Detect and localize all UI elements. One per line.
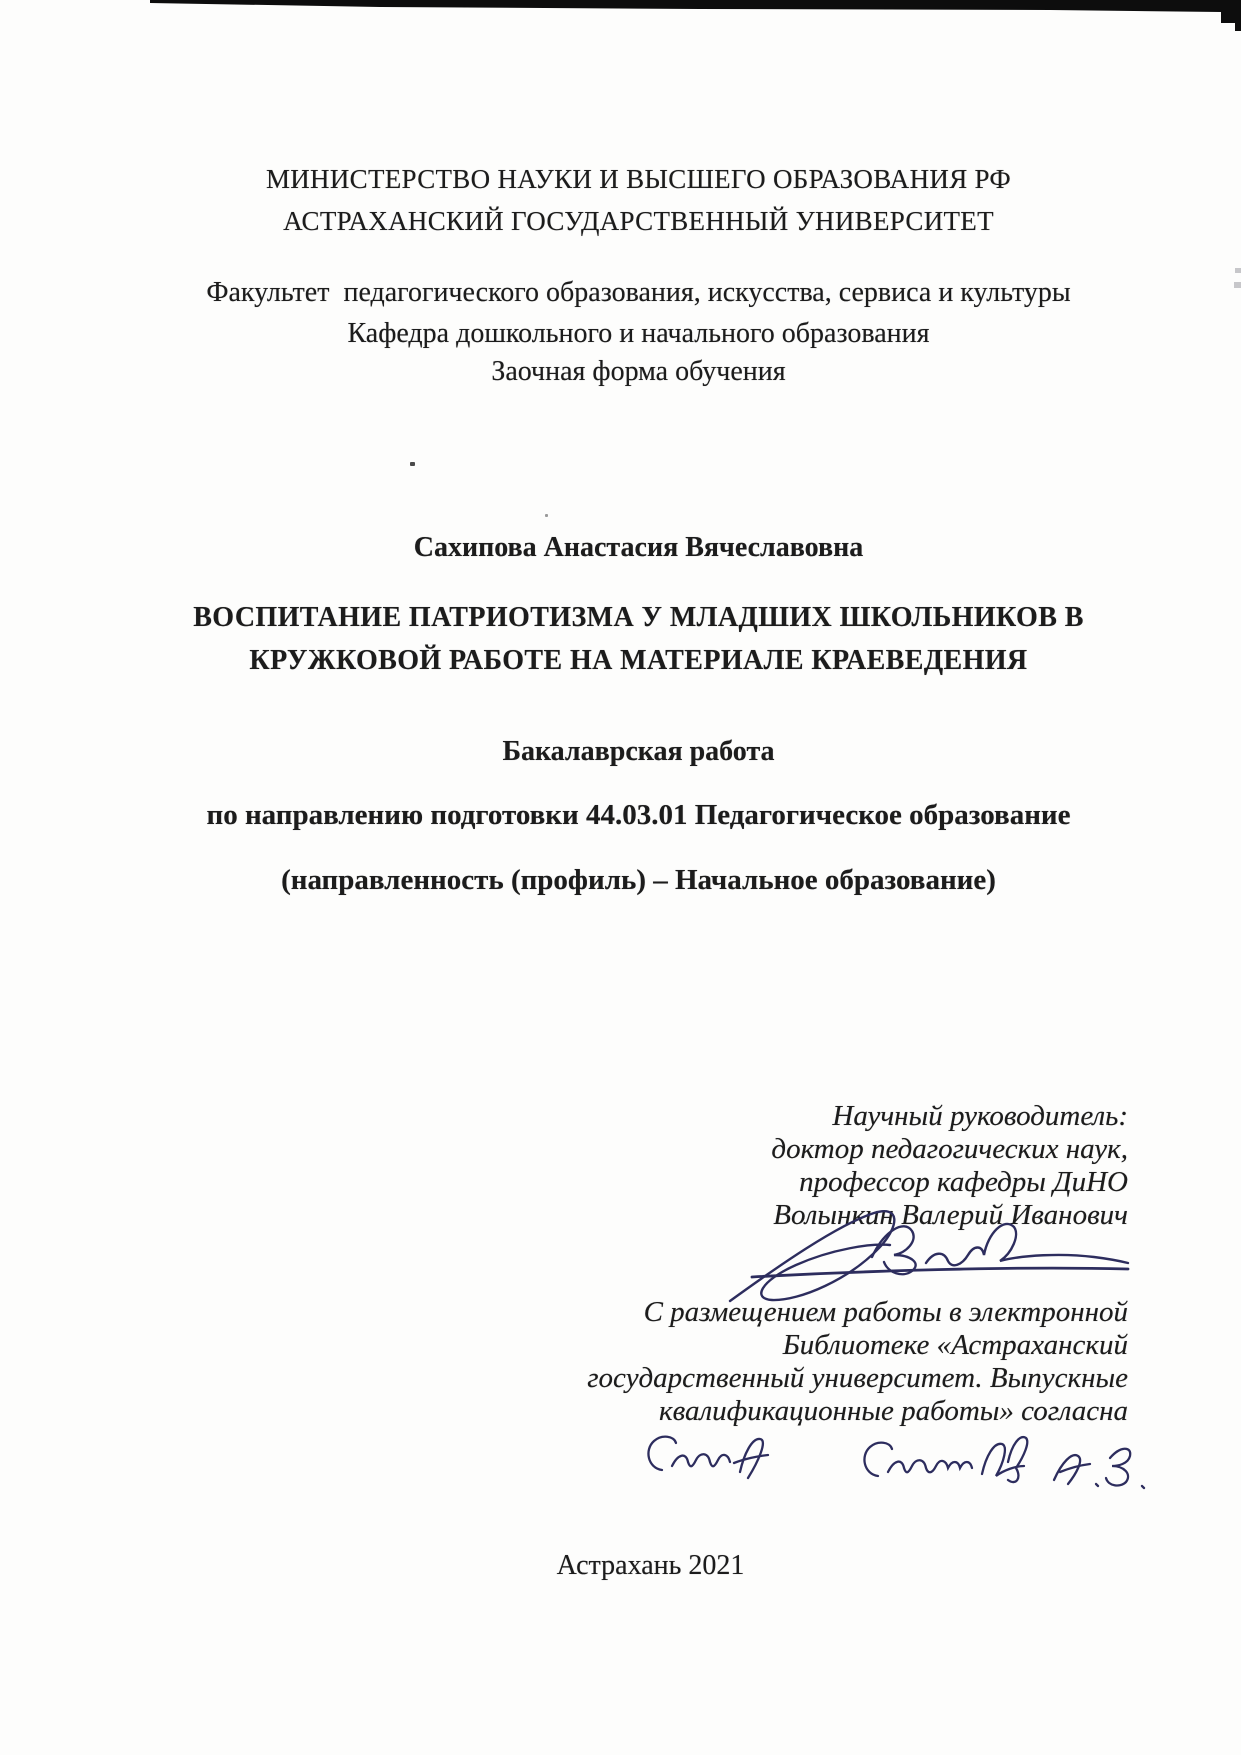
- consent-line2: Библиотеке «Астраханский: [782, 1329, 1128, 1361]
- thesis-title-line1: ВОСПИТАНИЕ ПАТРИОТИЗМА У МЛАДШИХ ШКОЛЬНИКОВ В: [193, 602, 1084, 633]
- university-line: АСТРАХАНСКИЙ ГОСУДАРСТВЕННЫЙ УНИВЕРСИТЕТ: [283, 206, 994, 236]
- supervisor-heading: Научный руководитель:: [832, 1100, 1128, 1132]
- faculty-line: Факультет педагогического образования, искусства, сервиса и культуры: [206, 277, 1071, 308]
- student-signature: [640, 1430, 805, 1488]
- author-name: Сахипова Анастасия Вячеславовна: [413, 532, 864, 563]
- profile-line: (направленность (профиль) – Начальное образование): [281, 864, 996, 896]
- scan-artifact-edge-mark: [1235, 268, 1241, 273]
- study-form-line: Заочная форма обучения: [491, 356, 786, 387]
- city-year-line: Астрахань 2021: [556, 1550, 745, 1581]
- scan-artifact-dot: [410, 462, 415, 466]
- thesis-title-line2: КРУЖКОВОЙ РАБОТЕ НА МАТЕРИАЛЕ КРАЕВЕДЕНИЯ: [249, 645, 1028, 676]
- supervisor-signature: [722, 1205, 1134, 1307]
- consent-line3: государственный университет. Выпускные: [587, 1362, 1128, 1394]
- scan-artifact-top-band: [0, 0, 1241, 40]
- supervisor-degree: доктор педагогических наук,: [771, 1133, 1128, 1165]
- consent-line4: квалификационные работы» согласна: [659, 1395, 1128, 1427]
- supervisor-position: профессор кафедры ДиНО: [799, 1166, 1128, 1198]
- supervisor-name: Волынкин Валерий Иванович: [773, 1199, 1128, 1231]
- work-type-line: Бакалаврская работа: [502, 736, 775, 767]
- department-line: Кафедра дошкольного и начального образования: [347, 318, 930, 349]
- student-signature-initials: [858, 1432, 1173, 1500]
- consent-line1: С размещением работы в электронной: [643, 1296, 1128, 1328]
- program-line: по направлению подготовки 44.03.01 Педагогическое образование: [206, 799, 1071, 831]
- ministry-line: МИНИСТЕРСТВО НАУКИ И ВЫСШЕГО ОБРАЗОВАНИЯ РФ: [265, 164, 1012, 194]
- scan-artifact-dot: [545, 514, 548, 517]
